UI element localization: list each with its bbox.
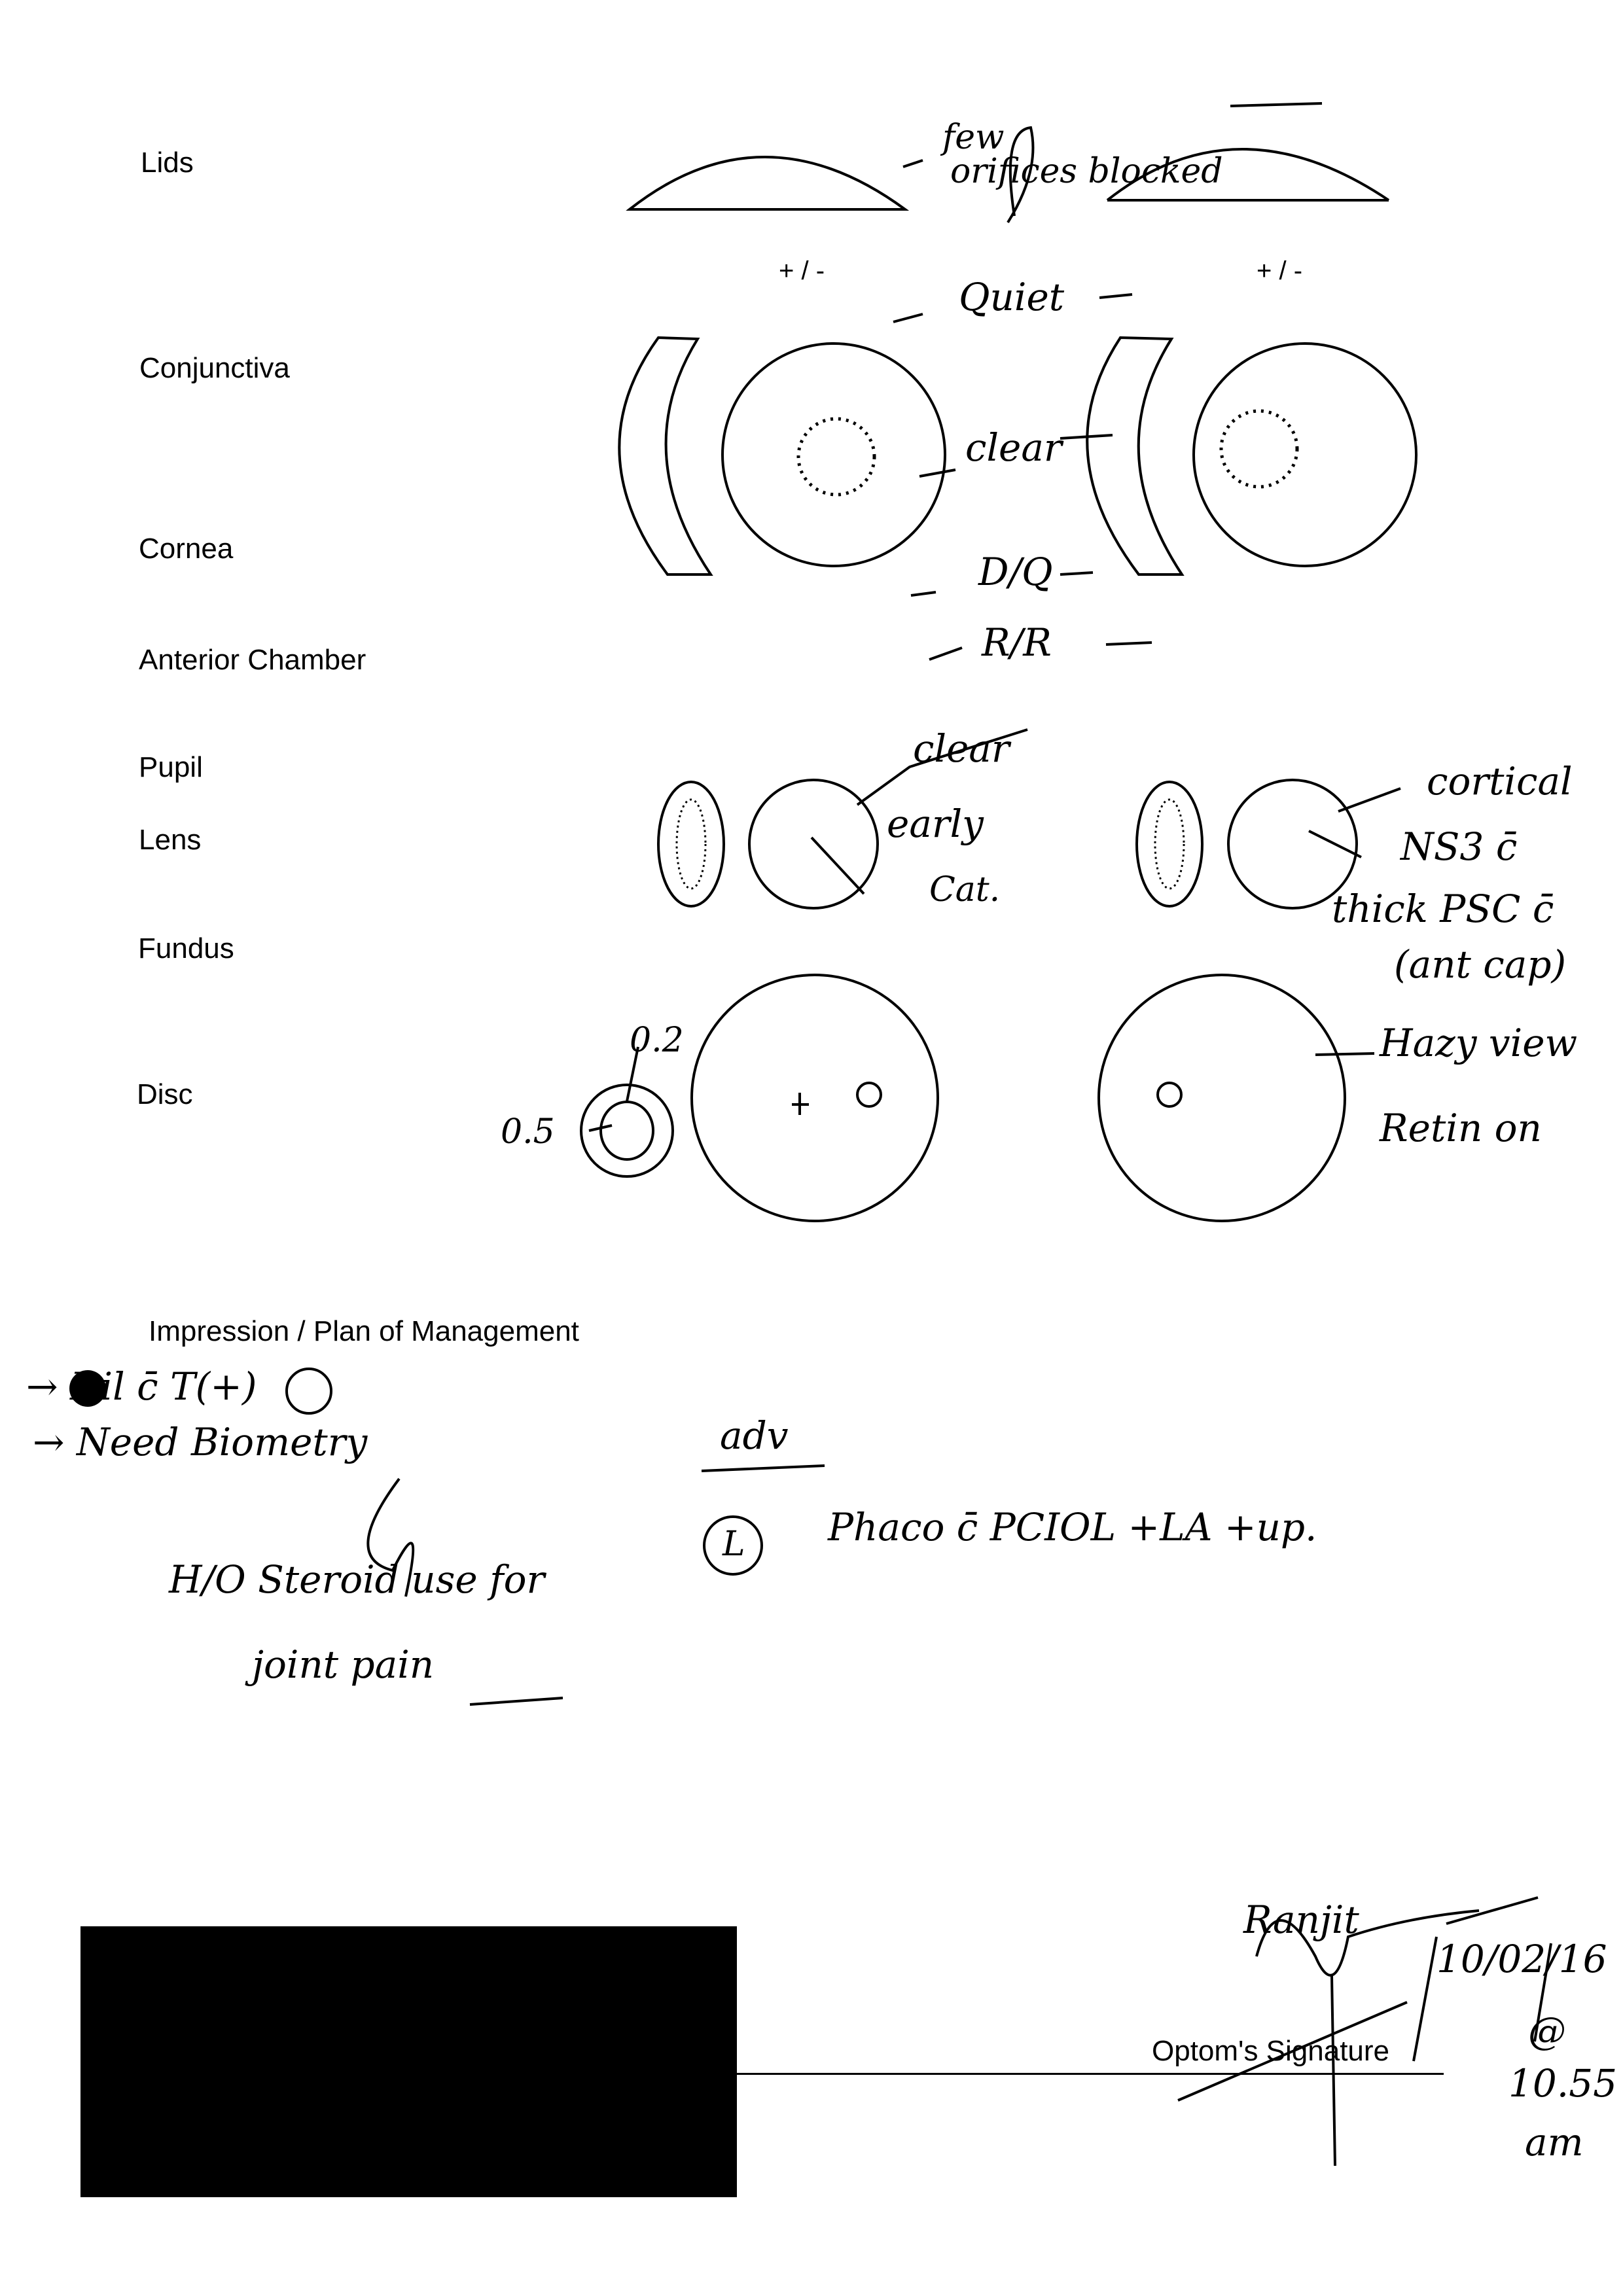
hw-lens-right-4: (ant cap) (1394, 942, 1567, 987)
lids-label: Lids (141, 147, 194, 179)
right-cornea-circle (1194, 344, 1416, 566)
hw-sig-time-2: am (1525, 2120, 1584, 2164)
right-fundus-disc (1158, 1083, 1181, 1106)
left-lid-arc (630, 157, 905, 209)
hw-cornea: clear (965, 425, 1062, 470)
left-fundus-disc (857, 1083, 881, 1106)
left-lens-side-inner (677, 800, 705, 889)
hw-ac-1: D/Q (978, 550, 1053, 594)
hw-disc-cdr-side: 0.5 (501, 1112, 555, 1152)
lids-arrow (903, 160, 923, 167)
hw-conjunctiva: Quiet (959, 275, 1065, 319)
adv-underline (702, 1466, 825, 1471)
hw-lens-right-3: thick PSC c̄ (1332, 887, 1554, 931)
hw-lens-left-3: Cat. (929, 870, 1001, 910)
hw-signature-name: Ranjit (1243, 1898, 1359, 1942)
signature-line (737, 2073, 1444, 2075)
left-fovea-cross (792, 1093, 809, 1115)
hw-lens-left-2: early (887, 802, 984, 846)
optom-signature-label: Optom's Signature (1152, 2035, 1390, 2067)
hw-ac-2: R/R (982, 620, 1052, 665)
disc-inner (601, 1102, 653, 1159)
pupil-label: Pupil (139, 751, 203, 783)
hw-plan-3: H/O Steroid use for (169, 1557, 545, 1602)
hw-lids-note-2: orifices blocked (950, 152, 1223, 191)
hw-fundus-right-2: Retin on (1380, 1106, 1542, 1150)
hw-lens-right-2: NS3 c̄ (1400, 824, 1518, 869)
hw-sig-time-1: 10.55 (1508, 2061, 1618, 2106)
conjunctiva-label: Conjunctiva (139, 352, 290, 384)
lens-right-line (1309, 831, 1361, 857)
hw-disc-cdr-top: 0.2 (630, 1021, 684, 1060)
hw-plan-2: → Need Biometry (33, 1420, 368, 1464)
left-cornea-circle (722, 344, 945, 566)
hw-adv-text: Phaco c̄ PCIOL +LA +up. (828, 1505, 1317, 1549)
dil-circle (287, 1369, 331, 1413)
redacted-block (80, 1926, 737, 2197)
hw-lens-left-1: clear (913, 726, 1010, 771)
hw-lids-note-1: few (942, 118, 1005, 157)
left-pupil-dotted (798, 419, 874, 495)
hw-fundus-right-1: Hazy view (1380, 1021, 1578, 1065)
fundus-label: Fundus (138, 932, 234, 964)
right-conjunctiva-crescent (1087, 338, 1182, 574)
lens-label: Lens (139, 824, 202, 856)
disc-label: Disc (137, 1078, 193, 1110)
right-fundus-circle (1099, 975, 1345, 1221)
left-conjunctiva-crescent (619, 338, 711, 574)
fundus-right-pointer (1315, 1053, 1374, 1055)
lens-right-pointer (1338, 788, 1400, 811)
impression-plan-label: Impression / Plan of Management (149, 1315, 579, 1347)
cornea-label: Cornea (139, 533, 234, 565)
plus-minus-right: + / - (1257, 256, 1303, 285)
right-pupil-dotted (1221, 411, 1297, 487)
left-fundus-circle (692, 975, 938, 1221)
anterior-chamber-label: Anterior Chamber (139, 644, 366, 676)
right-lens-side-inner (1155, 800, 1184, 889)
hw-lens-right-1: cortical (1427, 759, 1573, 804)
plus-minus-left: + / - (779, 256, 825, 285)
hw-sig-at: @ (1528, 2009, 1566, 2053)
hw-adv-heading: adv (720, 1413, 789, 1458)
hw-adv-eye: L (722, 1525, 745, 1564)
hw-plan-4: joint pain (252, 1642, 435, 1687)
lens-left-line (812, 838, 864, 894)
hw-plan-1: → Dil c̄ T(+) (26, 1364, 257, 1409)
hw-sig-date: 10/02/16 (1436, 1937, 1607, 1981)
